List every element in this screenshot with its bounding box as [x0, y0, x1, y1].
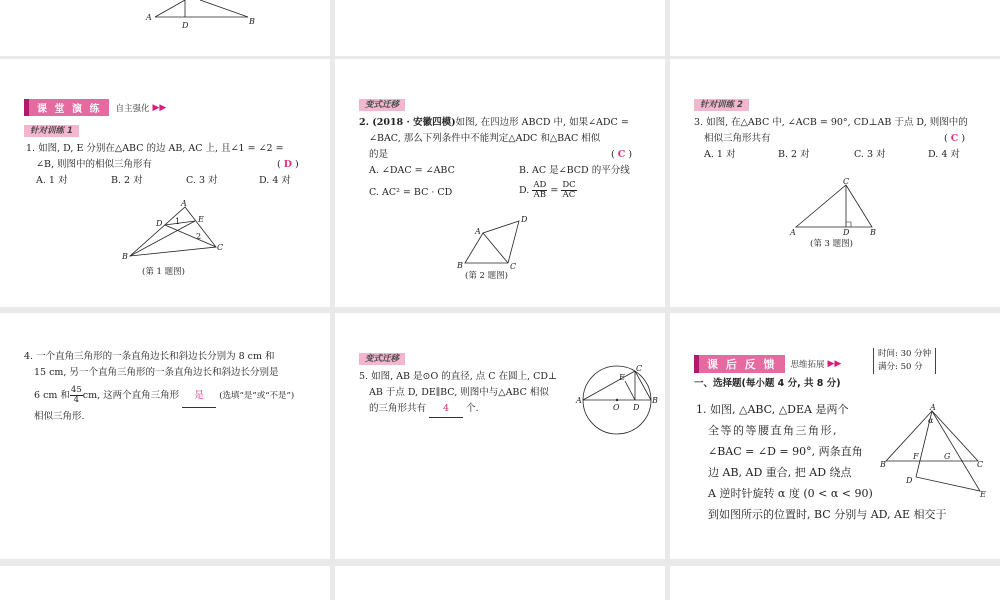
panel-top-left [0, 0, 330, 56]
q2-figure-caption: (第 2 题图) [465, 271, 508, 281]
q5-figure [575, 363, 665, 443]
hw-q1-line4: 边 AB, AD 重合, 把 AD 绕点 [708, 466, 852, 479]
section-subtitle: 自主强化 [115, 103, 150, 114]
q4-text-line3-start: 6 cm 和 [34, 390, 70, 401]
q2-text-line2: ∠BAC, 那么下列条件中不能判定△ADC 和△BAC 相似 [369, 133, 601, 144]
hw-q1-line5: A 逆时针旋转 α 度 (0 < α < 90) [708, 487, 873, 500]
double-arrow-icon: ▶▶ [152, 102, 167, 113]
q3-option-c: C. 3 对 [854, 149, 886, 160]
svg-text:A: A [930, 403, 936, 412]
svg-text:C: C [510, 262, 517, 271]
svg-text:B: B [880, 460, 886, 469]
frac-numerator: DC [562, 180, 576, 190]
svg-text:D: D [633, 403, 640, 412]
label-a: A [146, 13, 152, 22]
svg-text:B: B [652, 396, 658, 405]
frac-denominator: 4 [73, 395, 80, 405]
full-score: 满分: 50 分 [878, 362, 923, 372]
svg-text:A: A [475, 227, 481, 236]
time-score-box [873, 348, 936, 374]
hw-q1-line2: 全等的等腰直角三角形, [708, 424, 838, 437]
panel-q2 [335, 59, 665, 307]
svg-text:1: 1 [175, 217, 181, 226]
q4-text-line2: 15 cm, 另一个直角三角形的一条直角边长和斜边长分别是 [34, 367, 279, 378]
hw-q1-figure [880, 403, 998, 503]
svg-text:O: O [613, 403, 620, 412]
q4-text-line3 [34, 385, 294, 408]
q3-option-d: D. 4 对 [928, 149, 960, 160]
top-left-figure [0, 0, 330, 56]
q3-option-b: B. 2 对 [778, 149, 810, 160]
svg-text:D: D [843, 228, 850, 237]
q2-fraction-ad-ab [532, 181, 547, 200]
q3-figure-caption: (第 3 题图) [810, 239, 853, 249]
section-subtitle: 思维拓展 [790, 359, 825, 370]
hw-q1-line1: 1. 如图, △ABC, △DEA 是两个 [696, 403, 849, 416]
q1-figure [118, 199, 258, 269]
q5-text-line1: 5. 如图, AB 是⊙O 的直径, 点 C 在圆上, CD⊥ [359, 371, 557, 382]
q1-option-a: A. 1 对 [36, 175, 68, 186]
q3-text-line1: 3. 如图, 在△ABC 中, ∠ACB = 90°, CD⊥AB 于点 D, 则图中的 [694, 117, 968, 128]
q1-text-line2-content: ∠B, 则图中的相似三角形有 [36, 159, 152, 170]
svg-text:C: C [977, 460, 984, 469]
svg-text:G: G [944, 452, 951, 461]
q1-answer: ( D ) [277, 159, 299, 170]
q2-fraction-dc-ac [561, 181, 576, 200]
svg-text:B: B [457, 261, 463, 270]
q3-answer-value: C [950, 133, 959, 144]
q4-text-line3-middle: cm, 这两个直角三角形 [82, 390, 180, 401]
tag-variant-transfer: 变式迁移 [359, 353, 405, 365]
double-arrow-icon: ▶▶ [827, 358, 842, 369]
q3-figure [788, 177, 888, 237]
svg-text:A: A [576, 396, 582, 405]
svg-text:D: D [156, 219, 163, 228]
frac-denominator: AC [562, 190, 576, 200]
q2-text-line1-content: 如图, 在四边形 ABCD 中, 如果∠ADC = [455, 117, 629, 128]
q2-figure [453, 211, 553, 271]
tag-variant-transfer: 变式迁移 [359, 99, 405, 111]
q1-text-line2 [36, 157, 152, 173]
q1-figure-caption: (第 1 题图) [142, 267, 185, 277]
q2-option-d-equals: = [550, 185, 559, 196]
q2-answer-value: C [617, 149, 626, 160]
label-d: D [182, 21, 189, 30]
hw-q1-line6: 到如图所示的位置时, BC 分别与 AD, AE 相交于 [708, 508, 947, 521]
panel-bottom-middle [335, 566, 665, 600]
q2-option-a: A. ∠DAC = ∠ABC [369, 165, 455, 176]
svg-text:D: D [906, 476, 913, 485]
q2-option-c: C. AC² = BC · CD [369, 187, 453, 198]
q5-text-line2: AB 于点 D, DE∥BC, 则图中与△ABC 相似 [369, 387, 549, 398]
svg-text:D: D [521, 215, 528, 224]
svg-text:B: B [870, 228, 876, 237]
q4-text-line4: 相似三角形. [34, 411, 85, 422]
q2-option-d-prefix: D. [519, 185, 530, 196]
q1-answer-value: D [283, 159, 292, 170]
panel-top-middle [335, 0, 665, 56]
section-title: 课 后 反 馈 [694, 355, 785, 373]
panel-top-right [670, 0, 1000, 56]
svg-text:C: C [636, 364, 643, 373]
q2-text-line3: 的是 [369, 149, 389, 160]
frac-numerator: AD [533, 180, 547, 190]
q1-text-line1: 1. 如图, D, E 分别在△ABC 的边 AB, AC 上, 且∠1 = ∠2 = [26, 143, 284, 154]
time-limit: 时间: 30 分钟 [878, 349, 932, 359]
section-header-class-practice [24, 99, 166, 116]
q5-text-line3-end: 个. [466, 403, 479, 414]
q4-fraction [70, 386, 83, 405]
label-b: B [249, 17, 255, 26]
q2-text-line1 [359, 115, 629, 131]
tag-targeted-training-2: 针对训练 2 [694, 99, 749, 111]
q5-text-line3 [369, 401, 479, 418]
q2-answer: ( C ) [611, 149, 633, 160]
q2-option-d [519, 180, 577, 202]
frac-numerator: 45 [70, 385, 82, 395]
svg-text:A: A [181, 199, 187, 208]
q1-option-c: C. 3 对 [186, 175, 218, 186]
hw-q1-line3: ∠BAC = ∠D = 90°, 两条直角 [708, 445, 863, 458]
q1-option-d: D. 4 对 [259, 175, 291, 186]
q2-option-b: B. AC 是∠BCD 的平分线 [519, 165, 630, 176]
q3-text-line2: 相似三角形共有 [704, 133, 771, 144]
svg-text:C: C [217, 243, 224, 252]
q4-answer-value: 是 [194, 390, 204, 401]
svg-text:C: C [843, 177, 850, 186]
frac-denominator: AB [533, 190, 547, 200]
q5-answer-value: 4 [443, 403, 450, 414]
section-title: 课 堂 演 练 [24, 99, 109, 116]
part-title: 一、选择题(每小题 4 分, 共 8 分) [694, 378, 841, 389]
q3-answer: ( C ) [944, 133, 966, 144]
svg-text:E: E [198, 215, 204, 224]
svg-text:A: A [790, 228, 796, 237]
tag-targeted-training-1: 针对训练 1 [24, 125, 79, 137]
q5-text-line3-start: 的三角形共有 [369, 403, 427, 414]
q4-text-line3-hint: (选填“是”或“不是”) [219, 391, 295, 401]
svg-text:E: E [980, 490, 986, 499]
q5-answer-blank [429, 401, 463, 418]
q2-source: 2. (2018 · 安徽四模) [359, 117, 456, 128]
svg-text:α: α [928, 416, 934, 425]
panel-q1 [0, 59, 330, 307]
panel-bottom-right [670, 566, 1000, 600]
panel-homework [670, 313, 1000, 559]
panel-q4 [0, 313, 330, 559]
svg-text:B: B [122, 252, 128, 261]
panel-bottom-left [0, 566, 330, 600]
q4-answer-blank [182, 385, 216, 408]
panel-q3 [670, 59, 1000, 307]
q1-option-b: B. 2 对 [111, 175, 143, 186]
svg-text:E: E [619, 373, 625, 382]
svg-text:F: F [913, 452, 919, 461]
svg-text:2: 2 [196, 232, 202, 241]
section-header-after-class [694, 355, 841, 372]
q4-text-line1: 4. 一个直角三角形的一条直角边长和斜边长分别为 8 cm 和 [24, 351, 275, 362]
q3-option-a: A. 1 对 [704, 149, 736, 160]
panel-q5 [335, 313, 665, 559]
